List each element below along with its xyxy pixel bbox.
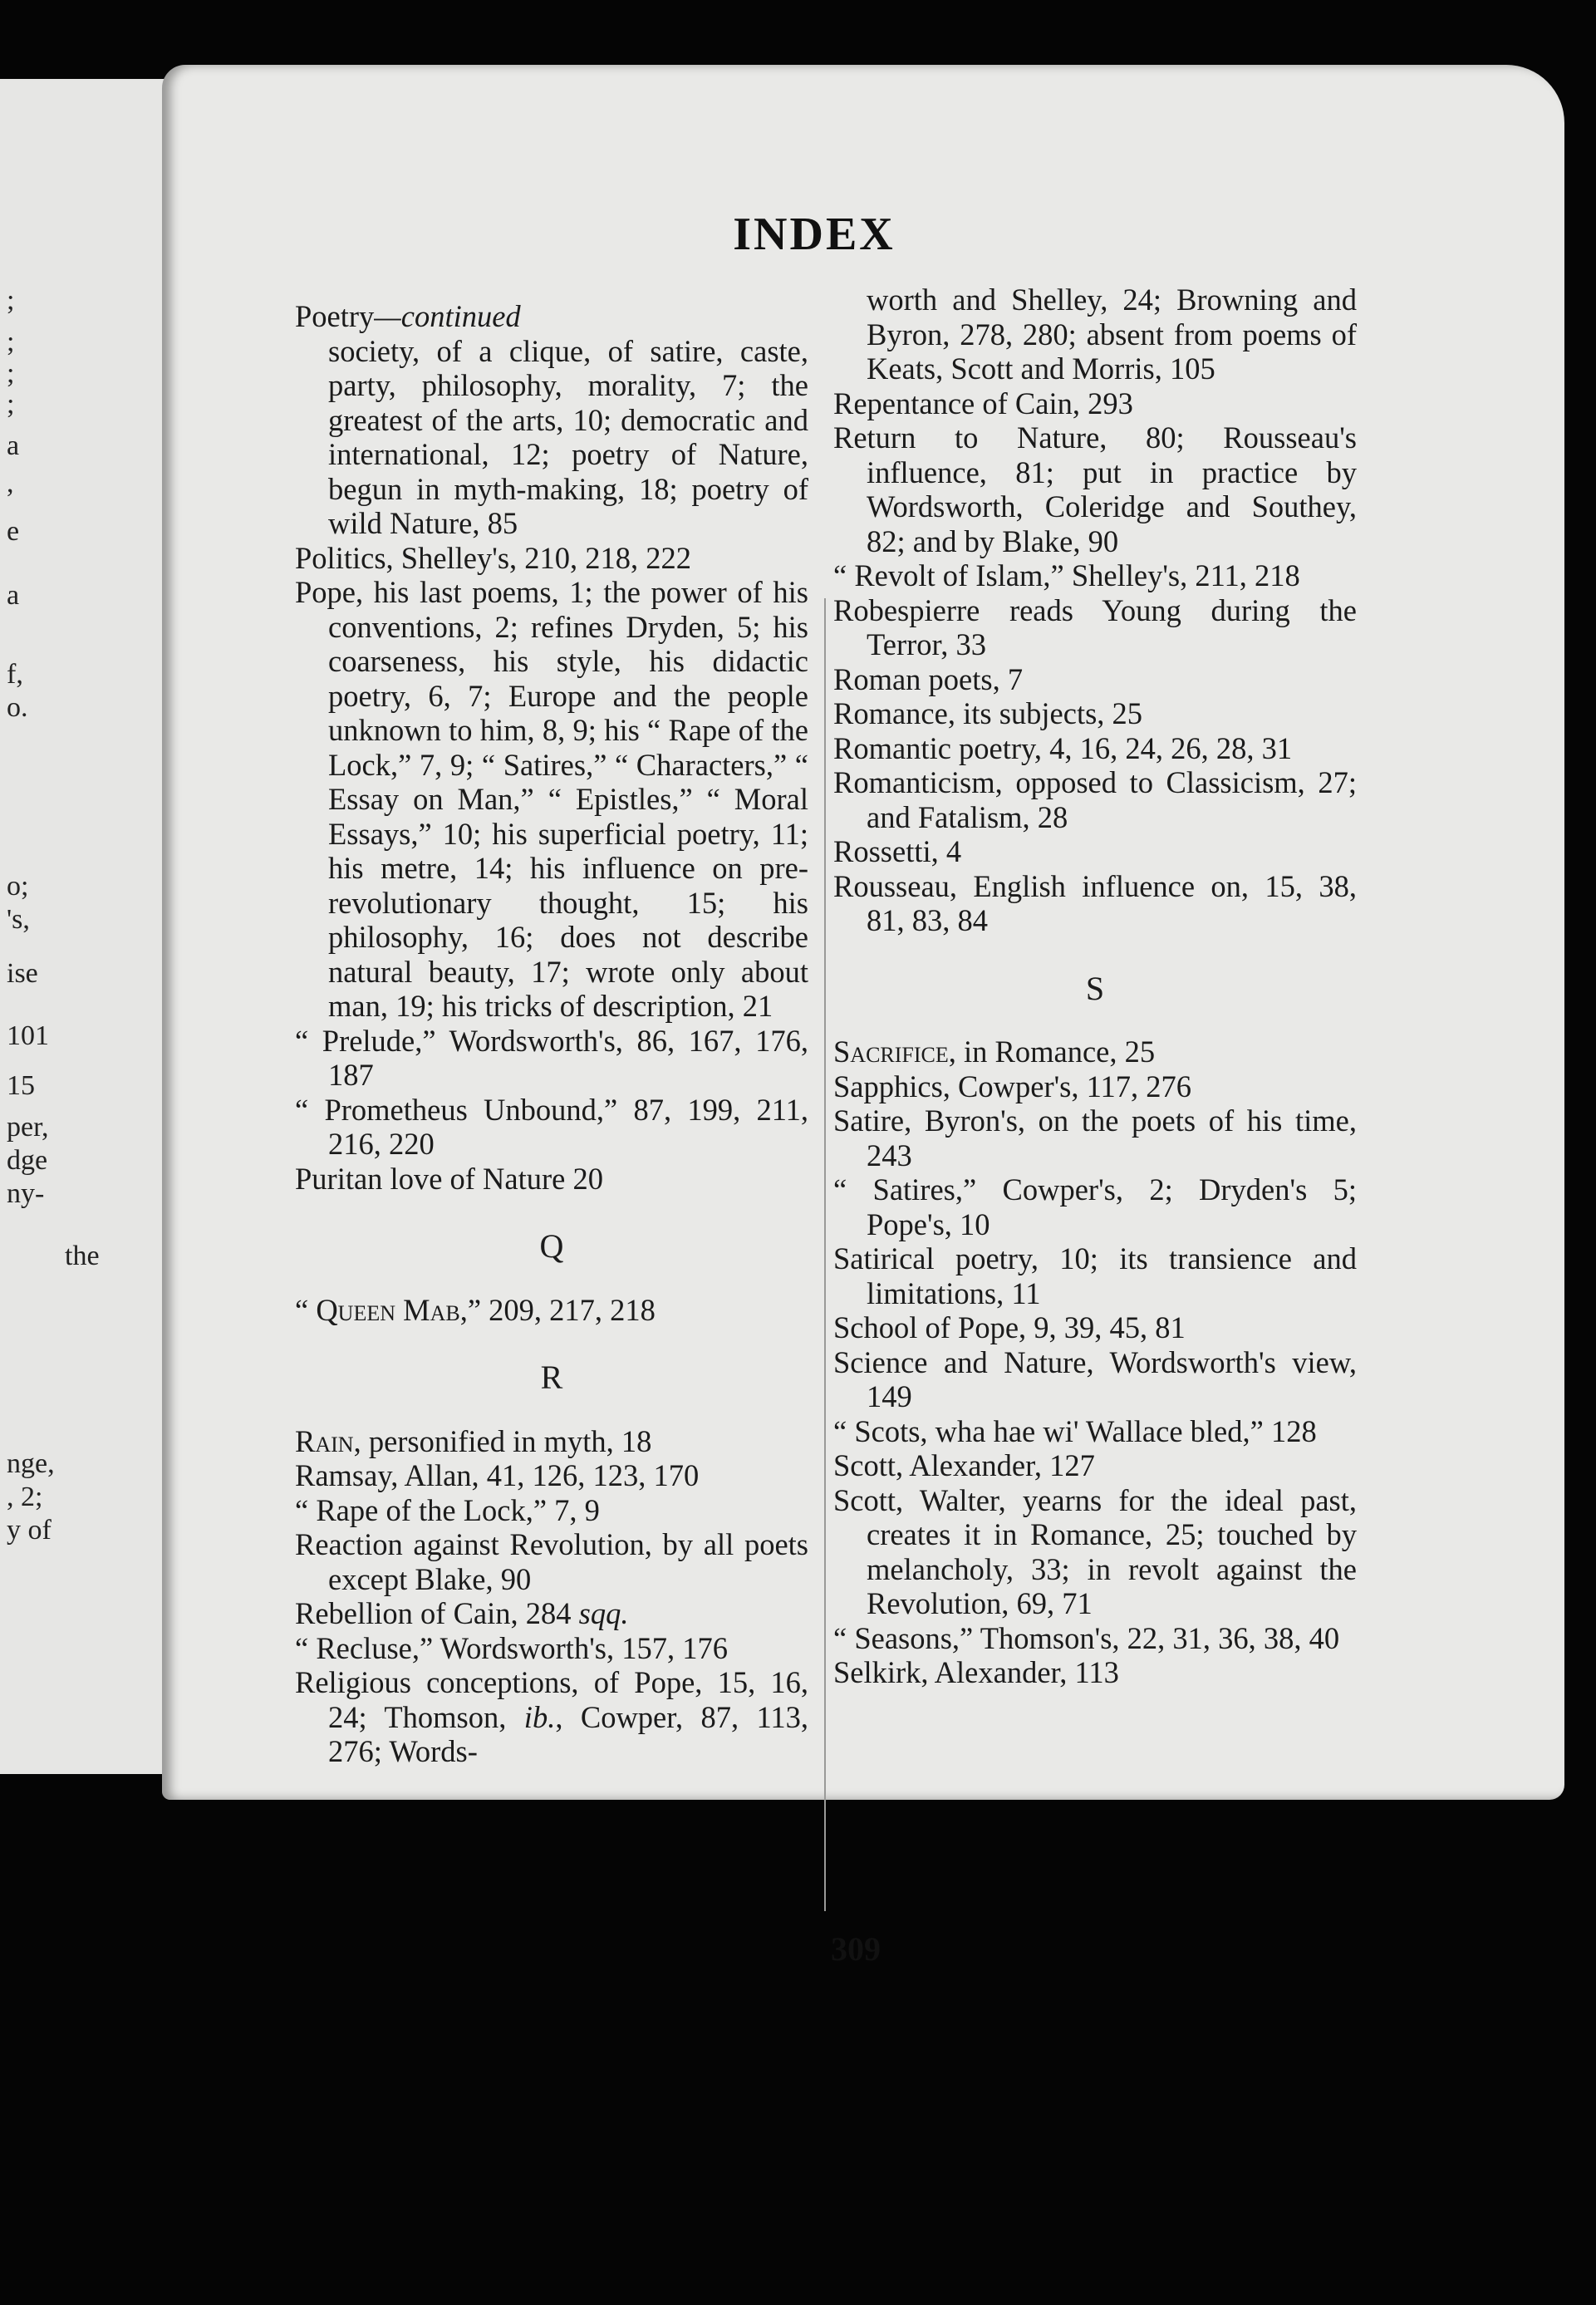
entry-head-smallcaps: Queen Mab — [316, 1292, 460, 1327]
index-entry: “ Satires,” Cowper's, 2; Dryden's 5; Pope's, 10 — [833, 1172, 1357, 1241]
index-entry: “ Prelude,” Wordsworth's, 86, 167, 176, 187 — [295, 1023, 808, 1092]
index-entry: Ramsay, Allan, 41, 126, 123, 170 — [295, 1458, 700, 1492]
index-entry: Romance, its subjects, 25 — [833, 696, 1143, 730]
page-number: 309 — [831, 1930, 881, 1968]
left-page-text-fragment: nge, — [7, 1448, 55, 1479]
index-entry: Satirical poetry, 10; its transience and limitations, 11 — [833, 1241, 1357, 1310]
index-entry: “ Recluse,” Wordsworth's, 157, 176 — [295, 1630, 728, 1665]
page-title: INDEX — [733, 209, 896, 260]
index-entry: Roman poets, 7 — [833, 661, 1024, 696]
index-subentry: society, of a clique, of satire, caste, party, philosophy, morality, 7; the greatest of the arts, 10; democratic and international, 12; poetry of Nature, begun in myth-making, 18; poetry of wild Nature, 85 — [328, 333, 808, 540]
index-entry: School of Pope, 9, 39, 45, 81 — [833, 1310, 1186, 1344]
column-divider — [824, 598, 826, 1911]
left-page-text-fragment: , 2; — [7, 1482, 43, 1512]
entry-italic: ib. — [523, 1699, 556, 1734]
entry-prefix: “ — [295, 1292, 317, 1327]
left-page-text-fragment: e — [7, 516, 20, 547]
index-entry: Romantic poetry, 4, 16, 24, 26, 28, 31 — [833, 730, 1293, 765]
index-entry: Satire, Byron's, on the poets of his time, 243 — [833, 1103, 1357, 1172]
index-entry: Puritan love of Nature 20 — [295, 1161, 603, 1196]
entry-head: Poetry — [295, 299, 375, 333]
index-entry — [295, 1665, 808, 1769]
index-entry: Politics, Shelley's, 210, 218, 222 — [295, 540, 692, 575]
index-entry — [833, 1035, 1357, 1069]
entry-italic: sqq. — [578, 1596, 629, 1630]
left-page-text-fragment: ; — [7, 389, 15, 420]
left-page-text-fragment: a — [7, 430, 20, 461]
index-entry: Pope, his last poems, 1; the power of his conventions, 2; refines Dryden, 5; his coarseness, his style, his didactic poetry, 6, 7; Europe and the people unknown to him, 8, 9; his “ Rape of the Lock,” 7, 9; “ Satires,” “ Characters,” “ Essay on Man,” “ Epistles,” “ Moral Essays,” 10; his superficial poetry, 11; his metre, 14; his influence on pre-revolutionary thought, 15; his philosophy, 16; does not describe natural beauty, 17; wrote only about man, 19; his tricks of description, 21 — [295, 575, 808, 1023]
left-page-text-fragment: dge — [7, 1145, 48, 1176]
entry-head-smallcaps: Rain — [295, 1423, 354, 1458]
section-letter: R — [540, 1359, 563, 1396]
index-entry: Repentance of Cain, 293 — [833, 386, 1133, 420]
entry-suffix: , in Romance, 25 — [948, 1035, 1156, 1069]
index-subentry: worth and Shelley, 24; Browning and Byron, 278, 280; absent from poems of Keats, Scott and Morris, 105 — [867, 283, 1357, 386]
left-page-text-fragment: a — [7, 580, 20, 611]
left-page-text-fragment: ise — [7, 958, 38, 989]
left-page-text-fragment: ; — [7, 358, 15, 389]
index-entry: “ Revolt of Islam,” Shelley's, 211, 218 — [833, 558, 1300, 592]
index-entry — [295, 1596, 808, 1631]
index-entry: Science and Nature, Wordsworth's view, 149 — [833, 1344, 1357, 1413]
index-entry: Rousseau, English influence on, 15, 38, 81, 83, 84 — [833, 868, 1357, 937]
left-page-text-fragment: ; — [7, 327, 15, 357]
left-page-text-fragment: f, — [7, 659, 23, 690]
entry-suffix: ,” 209, 217, 218 — [459, 1292, 656, 1327]
index-entry: Selkirk, Alexander, 113 — [833, 1655, 1119, 1689]
index-entry: Romanticism, opposed to Classicism, 27; and Fatalism, 28 — [833, 765, 1357, 834]
section-letter: Q — [539, 1227, 564, 1265]
entry-text: , Cowper, 87, 113, 276; Words- — [328, 1699, 809, 1768]
index-entry: Reaction against Revolution, by all poets except Blake, 90 — [295, 1527, 808, 1596]
left-page-text-fragment: 15 — [7, 1070, 35, 1101]
index-entry: Robespierre reads Young during the Terror, 33 — [833, 592, 1357, 661]
left-page-text-fragment: the — [65, 1241, 100, 1271]
index-entry: Scott, Walter, yearns for the ideal past, creates it in Romance, 25; touched by melancholy, 33; in revolt against the Revolution, 69, 71 — [833, 1482, 1357, 1620]
index-entry: Sapphics, Cowper's, 117, 276 — [833, 1069, 1192, 1103]
index-entry: “ Prometheus Unbound,” 87, 199, 211, 216, 220 — [295, 1092, 808, 1161]
left-page-text-fragment: 101 — [7, 1020, 49, 1051]
index-entry: Rossetti, 4 — [833, 834, 962, 868]
left-page-text-fragment: per, — [7, 1112, 49, 1143]
left-page-text-fragment: ny- — [7, 1178, 45, 1209]
index-column-right — [833, 283, 1357, 1690]
left-page-text-fragment: o. — [7, 692, 28, 723]
index-entry: Return to Nature, 80; Rousseau's influence, 81; put in practice by Wordsworth, Coleridge and Southey, 82; and by Blake, 90 — [833, 420, 1357, 558]
index-column-left — [295, 299, 808, 1769]
entry-suffix: , personified in myth, 18 — [353, 1423, 652, 1458]
index-entry — [295, 1424, 808, 1459]
entry-head-smallcaps: Sacrifice — [833, 1035, 949, 1069]
index-entry: “ Scots, wha hae wi' Wallace bled,” 128 — [833, 1413, 1317, 1448]
left-page-text-fragment: ; — [7, 285, 15, 316]
left-page-text-fragment: y of — [7, 1515, 52, 1546]
index-entry — [295, 1293, 808, 1328]
left-page-text-fragment: o; — [7, 871, 29, 902]
entry-text: Religious conceptions, of Pope, 15, 16, 24; Thomson, — [295, 1665, 808, 1734]
index-entry: “ Rape of the Lock,” 7, 9 — [295, 1492, 600, 1527]
index-entry: “ Seasons,” Thomson's, 22, 31, 36, 38, 40 — [833, 1620, 1340, 1655]
index-entry: Scott, Alexander, 127 — [833, 1448, 1095, 1482]
continued-label: —continued — [374, 299, 521, 333]
index-entry-heading — [295, 299, 808, 334]
section-letter: S — [1085, 969, 1105, 1007]
left-page-text-fragment: , — [7, 468, 14, 499]
left-page-text-fragment: 's, — [7, 904, 30, 935]
entry-text: Rebellion of Cain, 284 — [295, 1596, 579, 1630]
